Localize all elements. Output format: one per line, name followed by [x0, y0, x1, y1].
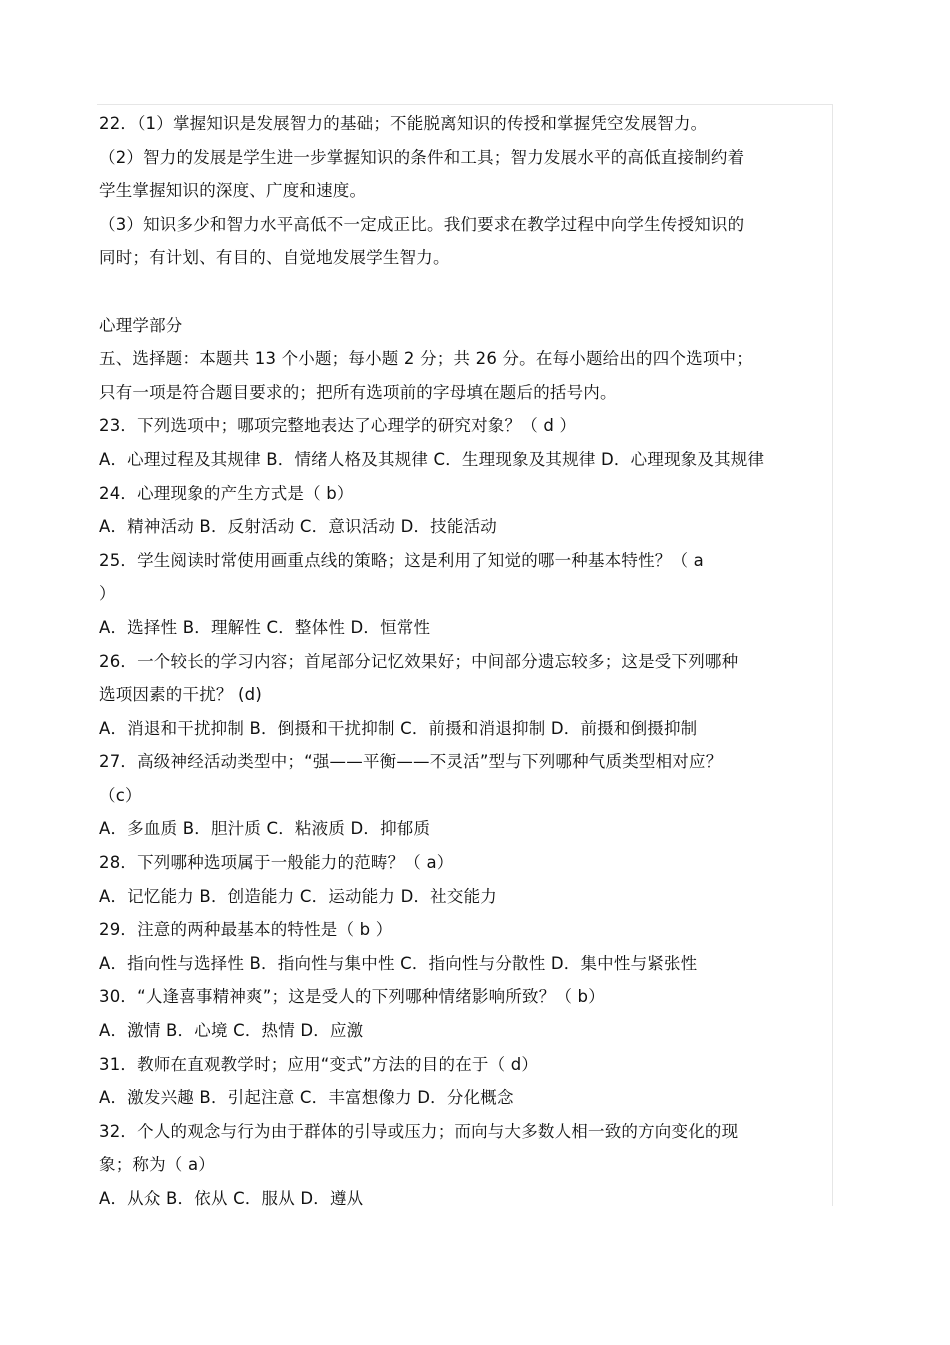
question-23: 23．下列选项中；哪项完整地表达了心理学的研究对象？（ d ）	[99, 416, 577, 436]
question-30: 30．“人逢喜事精神爽”；这是受人的下列哪种情绪影响所致？（ b）	[99, 987, 605, 1007]
question-27-options: A．多血质 B．胆汁质 C．粘液质 D．抑郁质	[99, 819, 431, 839]
question-32-cont: 象；称为（ a）	[99, 1155, 215, 1175]
question-29-options: A．指向性与选择性 B．指向性与集中性 C．指向性与分散性 D．集中性与紧张性	[99, 953, 698, 973]
blank-line	[99, 275, 839, 309]
question-25-cont: ）	[99, 584, 116, 604]
question-23-options: A．心理过程及其规律 B．情绪人格及其规律 C．生理现象及其规律 D．心理现象及其规律	[99, 449, 765, 469]
answer-22-line-5: 同时；有计划、有目的、自觉地发展学生智力。	[99, 248, 450, 268]
question-29: 29．注意的两种最基本的特性是（ b ）	[99, 920, 393, 940]
question-31-options: A．激发兴趣 B．引起注意 C．丰富想像力 D．分化概念	[99, 1088, 514, 1108]
question-32-options: A．从众 B．依从 C．服从 D．遵从	[99, 1189, 364, 1208]
section-title: 心理学部分	[99, 315, 183, 335]
question-31: 31．教师在直观教学时；应用“变式”方法的目的在于（ d）	[99, 1054, 539, 1074]
section-instructions-2: 只有一项是符合题目要求的；把所有选项前的字母填在题后的括号内。	[99, 382, 617, 402]
question-24-options: A．精神活动 B．反射活动 C．意识活动 D．技能活动	[99, 517, 497, 537]
section-instructions-1: 五、选择题：本题共 13 个小题；每小题 2 分；共 26 分。在每小题给出的四个选项中；	[99, 349, 753, 369]
question-28-options: A．记忆能力 B．创造能力 C．运动能力 D．社交能力	[99, 886, 497, 906]
question-26: 26．一个较长的学习内容；首尾部分记忆效果好；中间部分遗忘较多；这是受下列哪种	[99, 651, 739, 671]
question-27: 27．高级神经活动类型中；“强——平衡——不灵活”型与下列哪种气质类型相对应？	[99, 752, 723, 772]
question-25-options: A．选择性 B．理解性 C．整体性 D．恒常性	[99, 617, 431, 637]
answer-22-line-1: 22．（1）掌握知识是发展智力的基础；不能脱离知识的传授和掌握凭空发展智力。	[99, 114, 708, 133]
question-24: 24．心理现象的产生方式是（ b）	[99, 483, 354, 503]
question-28: 28．下列哪种选项属于一般能力的范畴？（ a）	[99, 853, 454, 873]
question-32: 32．个人的观念与行为由于群体的引导或压力；而向与大多数人相一致的方向变化的现	[99, 1121, 739, 1141]
question-27-cont: （c）	[99, 785, 142, 805]
question-26-options: A．消退和干扰抑制 B．倒摄和干扰抑制 C．前摄和消退抑制 D．前摄和倒摄抑制	[99, 718, 698, 738]
answer-22-line-2: （2）智力的发展是学生进一步掌握知识的条件和工具；智力发展水平的高低直接制约着	[99, 147, 745, 167]
question-30-options: A．激情 B．心境 C．热情 D．应激	[99, 1021, 364, 1041]
question-25: 25．学生阅读时常使用画重点线的策略；这是利用了知觉的哪一种基本特性？（ a	[99, 550, 704, 570]
document-body	[99, 107, 839, 1216]
answer-22-line-3: 学生掌握知识的深度、广度和速度。	[99, 181, 367, 201]
answer-22-line-4: （3）知识多少和智力水平高低不一定成正比。我们要求在教学过程中向学生传授知识的	[99, 214, 745, 234]
question-26-cont: 选项因素的干扰？ (d)	[99, 685, 262, 705]
